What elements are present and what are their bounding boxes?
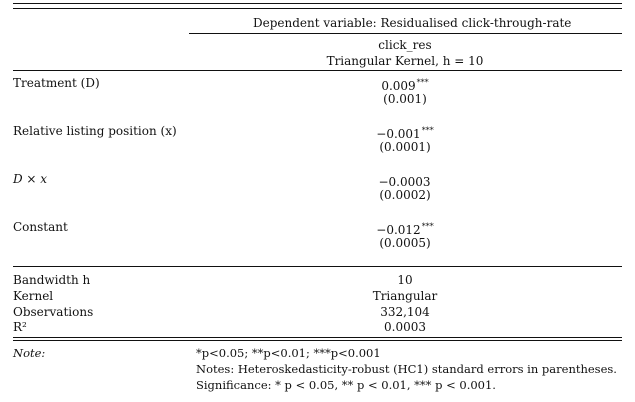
model-name: click_res xyxy=(378,38,432,52)
std-error: (0.0002) xyxy=(379,188,431,202)
stars-legend: *p<0.05; **p<0.01; ***p<0.001 xyxy=(196,346,381,360)
header-underline xyxy=(189,33,622,34)
std-error: (0.0001) xyxy=(379,140,431,154)
dependent-variable-heading: Dependent variable: Residualised click-through-rate xyxy=(253,16,572,30)
header-bottom-rule xyxy=(13,70,622,71)
row-label: D × x xyxy=(13,172,48,186)
row-label: Treatment (D) xyxy=(13,76,100,90)
coef-value: −0.001*** xyxy=(376,126,434,141)
stat-value-observations: 332,104 xyxy=(380,305,430,319)
coef-value: −0.0003 xyxy=(378,175,431,189)
note-label: Note: xyxy=(13,346,46,360)
stat-value-bandwidth: 10 xyxy=(397,273,413,287)
model-spec: Triangular Kernel, h = 10 xyxy=(326,54,484,68)
stat-value-kernel: Triangular xyxy=(372,289,438,303)
coef-value: 0.009*** xyxy=(381,78,429,93)
significance-line: Significance: * p < 0.05, ** p < 0.01, *** p < 0.001. xyxy=(196,378,496,392)
top-rule-2 xyxy=(13,8,622,9)
stat-label-kernel: Kernel xyxy=(13,289,54,303)
stat-value-r2: 0.0003 xyxy=(384,320,426,334)
stat-label-observations: Observations xyxy=(13,305,94,319)
coef-value: −0.012*** xyxy=(376,222,434,237)
std-error: (0.001) xyxy=(383,92,427,106)
notes-top-rule-1 xyxy=(13,337,622,338)
row-label: Relative listing position (x) xyxy=(13,124,177,138)
row-label: Constant xyxy=(13,220,68,234)
top-rule-1 xyxy=(13,3,622,4)
std-error: (0.0005) xyxy=(379,236,431,250)
stats-top-rule xyxy=(13,266,622,267)
notes-line: Notes: Heteroskedasticity-robust (HC1) standard errors in parentheses. xyxy=(196,362,617,376)
notes-top-rule-2 xyxy=(13,340,622,341)
stat-label-r2: R² xyxy=(13,320,27,334)
stat-label-bandwidth: Bandwidth h xyxy=(13,273,91,287)
